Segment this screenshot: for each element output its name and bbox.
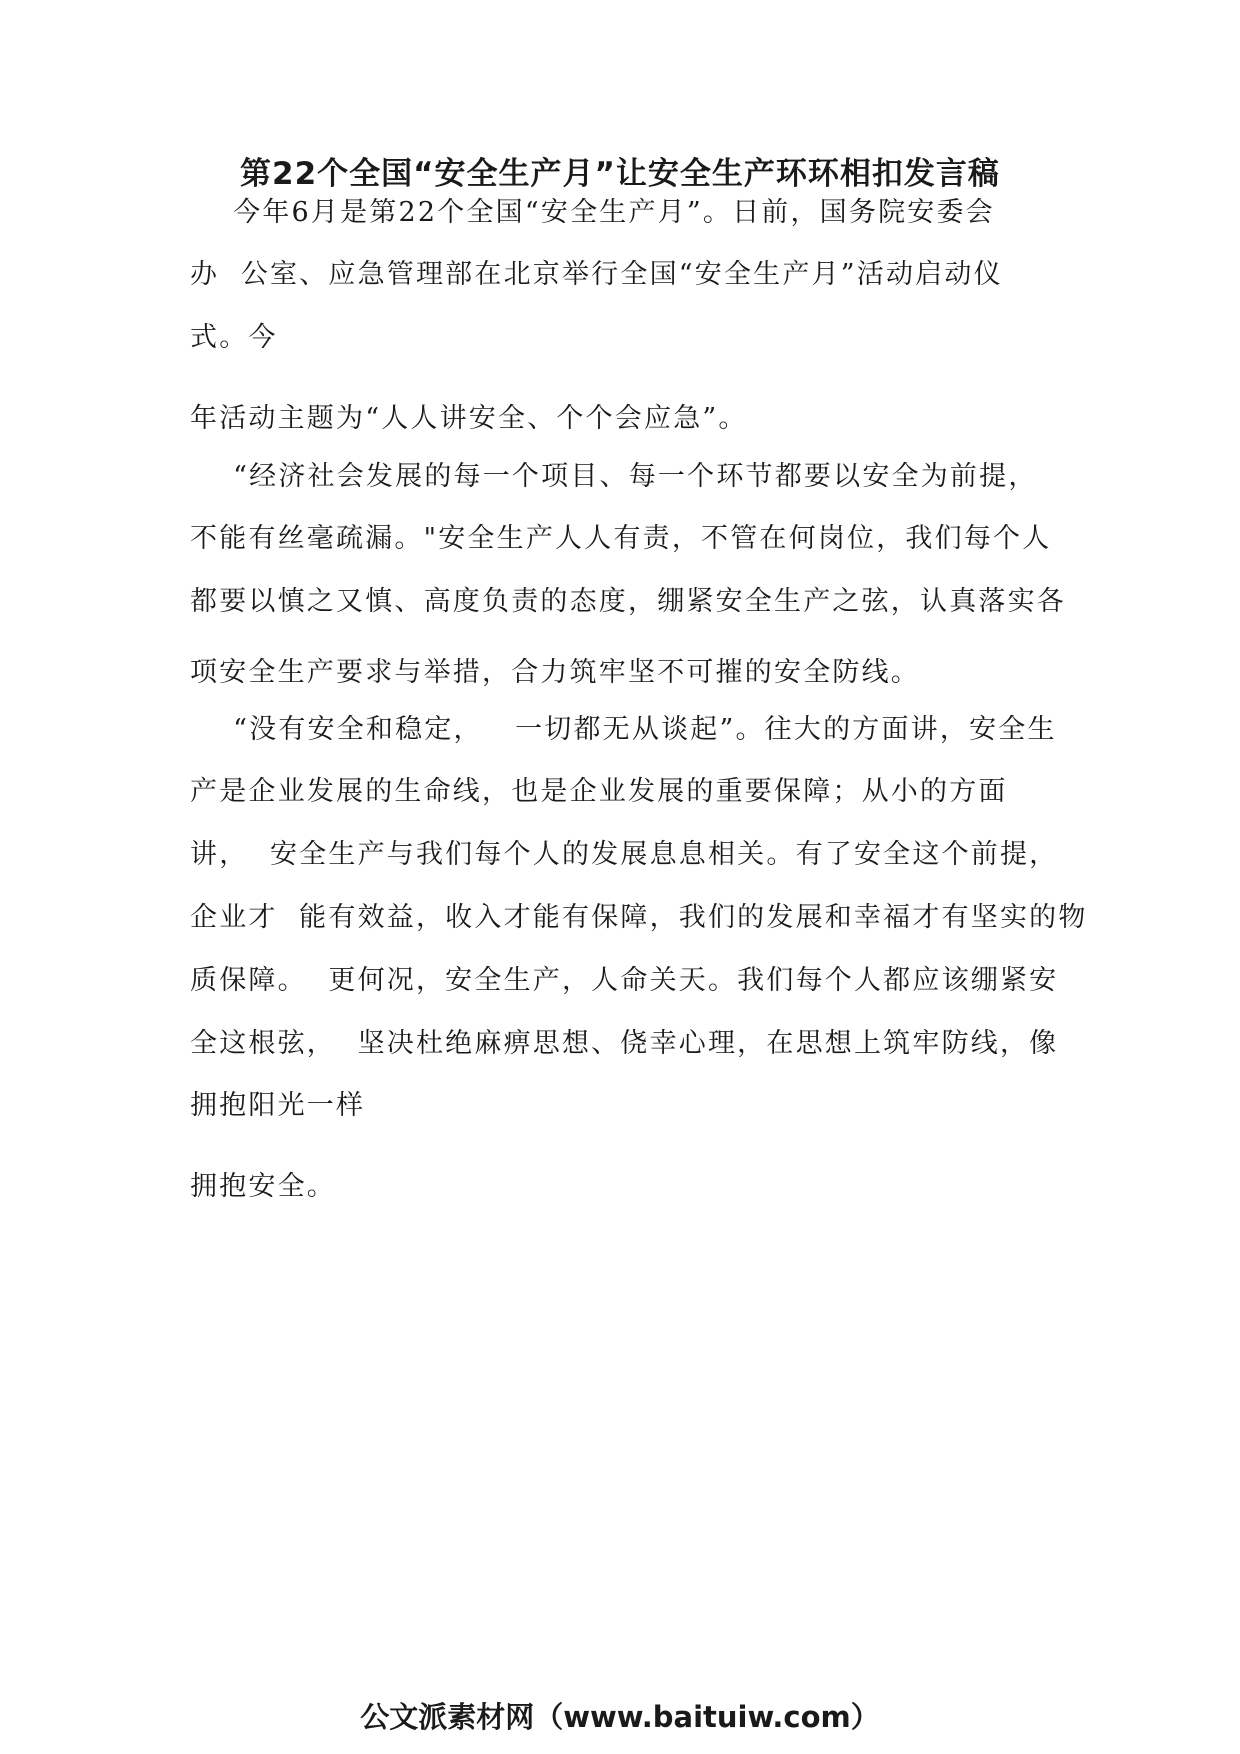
body-line: 讲， 安全生产与我们每个人的发展息息相关。有了安全这个前提， (190, 839, 1059, 870)
body-line: 产是企业发展的生命线，也是企业发展的重要保障；从小的方面 (190, 776, 1008, 807)
body-line: 今年6月是第22个全国“安全生产月”。日前，国务院安委会 (190, 197, 995, 228)
body-line: 不能有丝毫疏漏。"安全生产人人有责，不管在何岗位，我们每个人 (190, 523, 1052, 554)
body-line: 式。今 (190, 322, 278, 353)
body-line: 拥抱安全。 (190, 1171, 336, 1202)
body-line: 办 公室、应急管理部在北京举行全国“安全生产月”活动启动仪 (190, 259, 1003, 290)
body-line: “经济社会发展的每一个项目、每一个环节都要以安全为前提， (190, 461, 1038, 492)
body-line: 全这根弦， 坚决杜绝麻痹思想、侥幸心理，在思想上筑牢防线，像 (190, 1028, 1059, 1059)
body-line: 年活动主题为“人人讲安全、个个会应急”。 (190, 403, 748, 434)
body-line: 企业才 能有效益，收入才能有保障，我们的发展和幸福才有坚实的物 (190, 902, 1088, 933)
document-title: 第22个全国“安全生产月”让安全生产环环相扣发言稿 (240, 156, 1000, 192)
body-line: “没有安全和稳定， 一切都无从谈起”。往大的方面讲，安全生 (190, 714, 1057, 745)
body-line: 质保障。 更何况，安全生产，人命关天。我们每个人都应该绷紧安 (190, 965, 1059, 996)
footer-watermark-text: 公文派素材网（www.baituiw.com） (360, 1700, 880, 1734)
body-line: 都要以慎之又慎、高度负责的态度，绷紧安全生产之弦，认真落实各 (190, 586, 1066, 617)
body-line: 项安全生产要求与举措，合力筑牢坚不可摧的安全防线。 (190, 657, 920, 688)
body-line: 拥抱阳光一样 (190, 1090, 366, 1121)
